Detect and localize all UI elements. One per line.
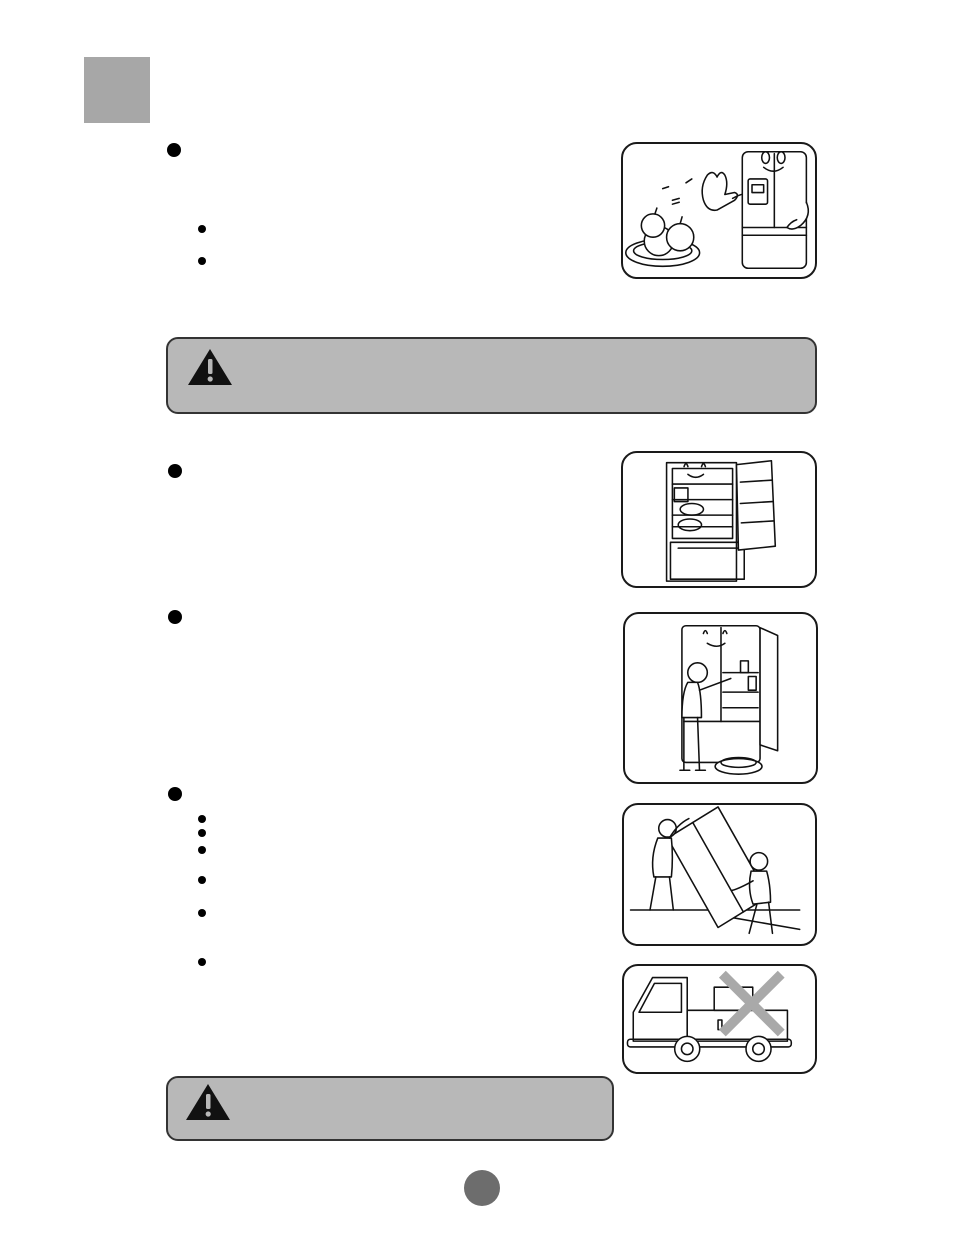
section-1-bullet (167, 143, 181, 157)
section-header-marker (84, 57, 150, 123)
section-4-sub-bullet-1 (198, 815, 206, 823)
section-2-bullet (168, 464, 182, 478)
section-4-sub-bullet-5 (198, 909, 206, 917)
open-fridge-food-illustration (621, 451, 817, 588)
section-4-sub-bullet-6 (198, 958, 206, 966)
section-4-sub-bullet-2 (198, 829, 206, 837)
section-1-sub-bullet-2 (198, 257, 206, 265)
page-number-marker (464, 1170, 500, 1206)
person-reaching-into-fridge-illustration (623, 612, 818, 784)
section-4-sub-bullet-4 (198, 876, 206, 884)
truck-not-allowed-illustration (622, 964, 817, 1074)
section-4-bullet (168, 787, 182, 801)
section-4-sub-bullet-3 (198, 846, 206, 854)
two-people-carrying-fridge-illustration (622, 803, 817, 946)
warning-box-1 (166, 337, 817, 414)
warning-triangle-icon (184, 1082, 232, 1122)
warning-box-2 (166, 1076, 614, 1141)
warning-triangle-icon (186, 347, 234, 387)
section-1-sub-bullet-1 (198, 225, 206, 233)
section-3-bullet (168, 610, 182, 624)
fridge-with-fruit-illustration (621, 142, 817, 279)
